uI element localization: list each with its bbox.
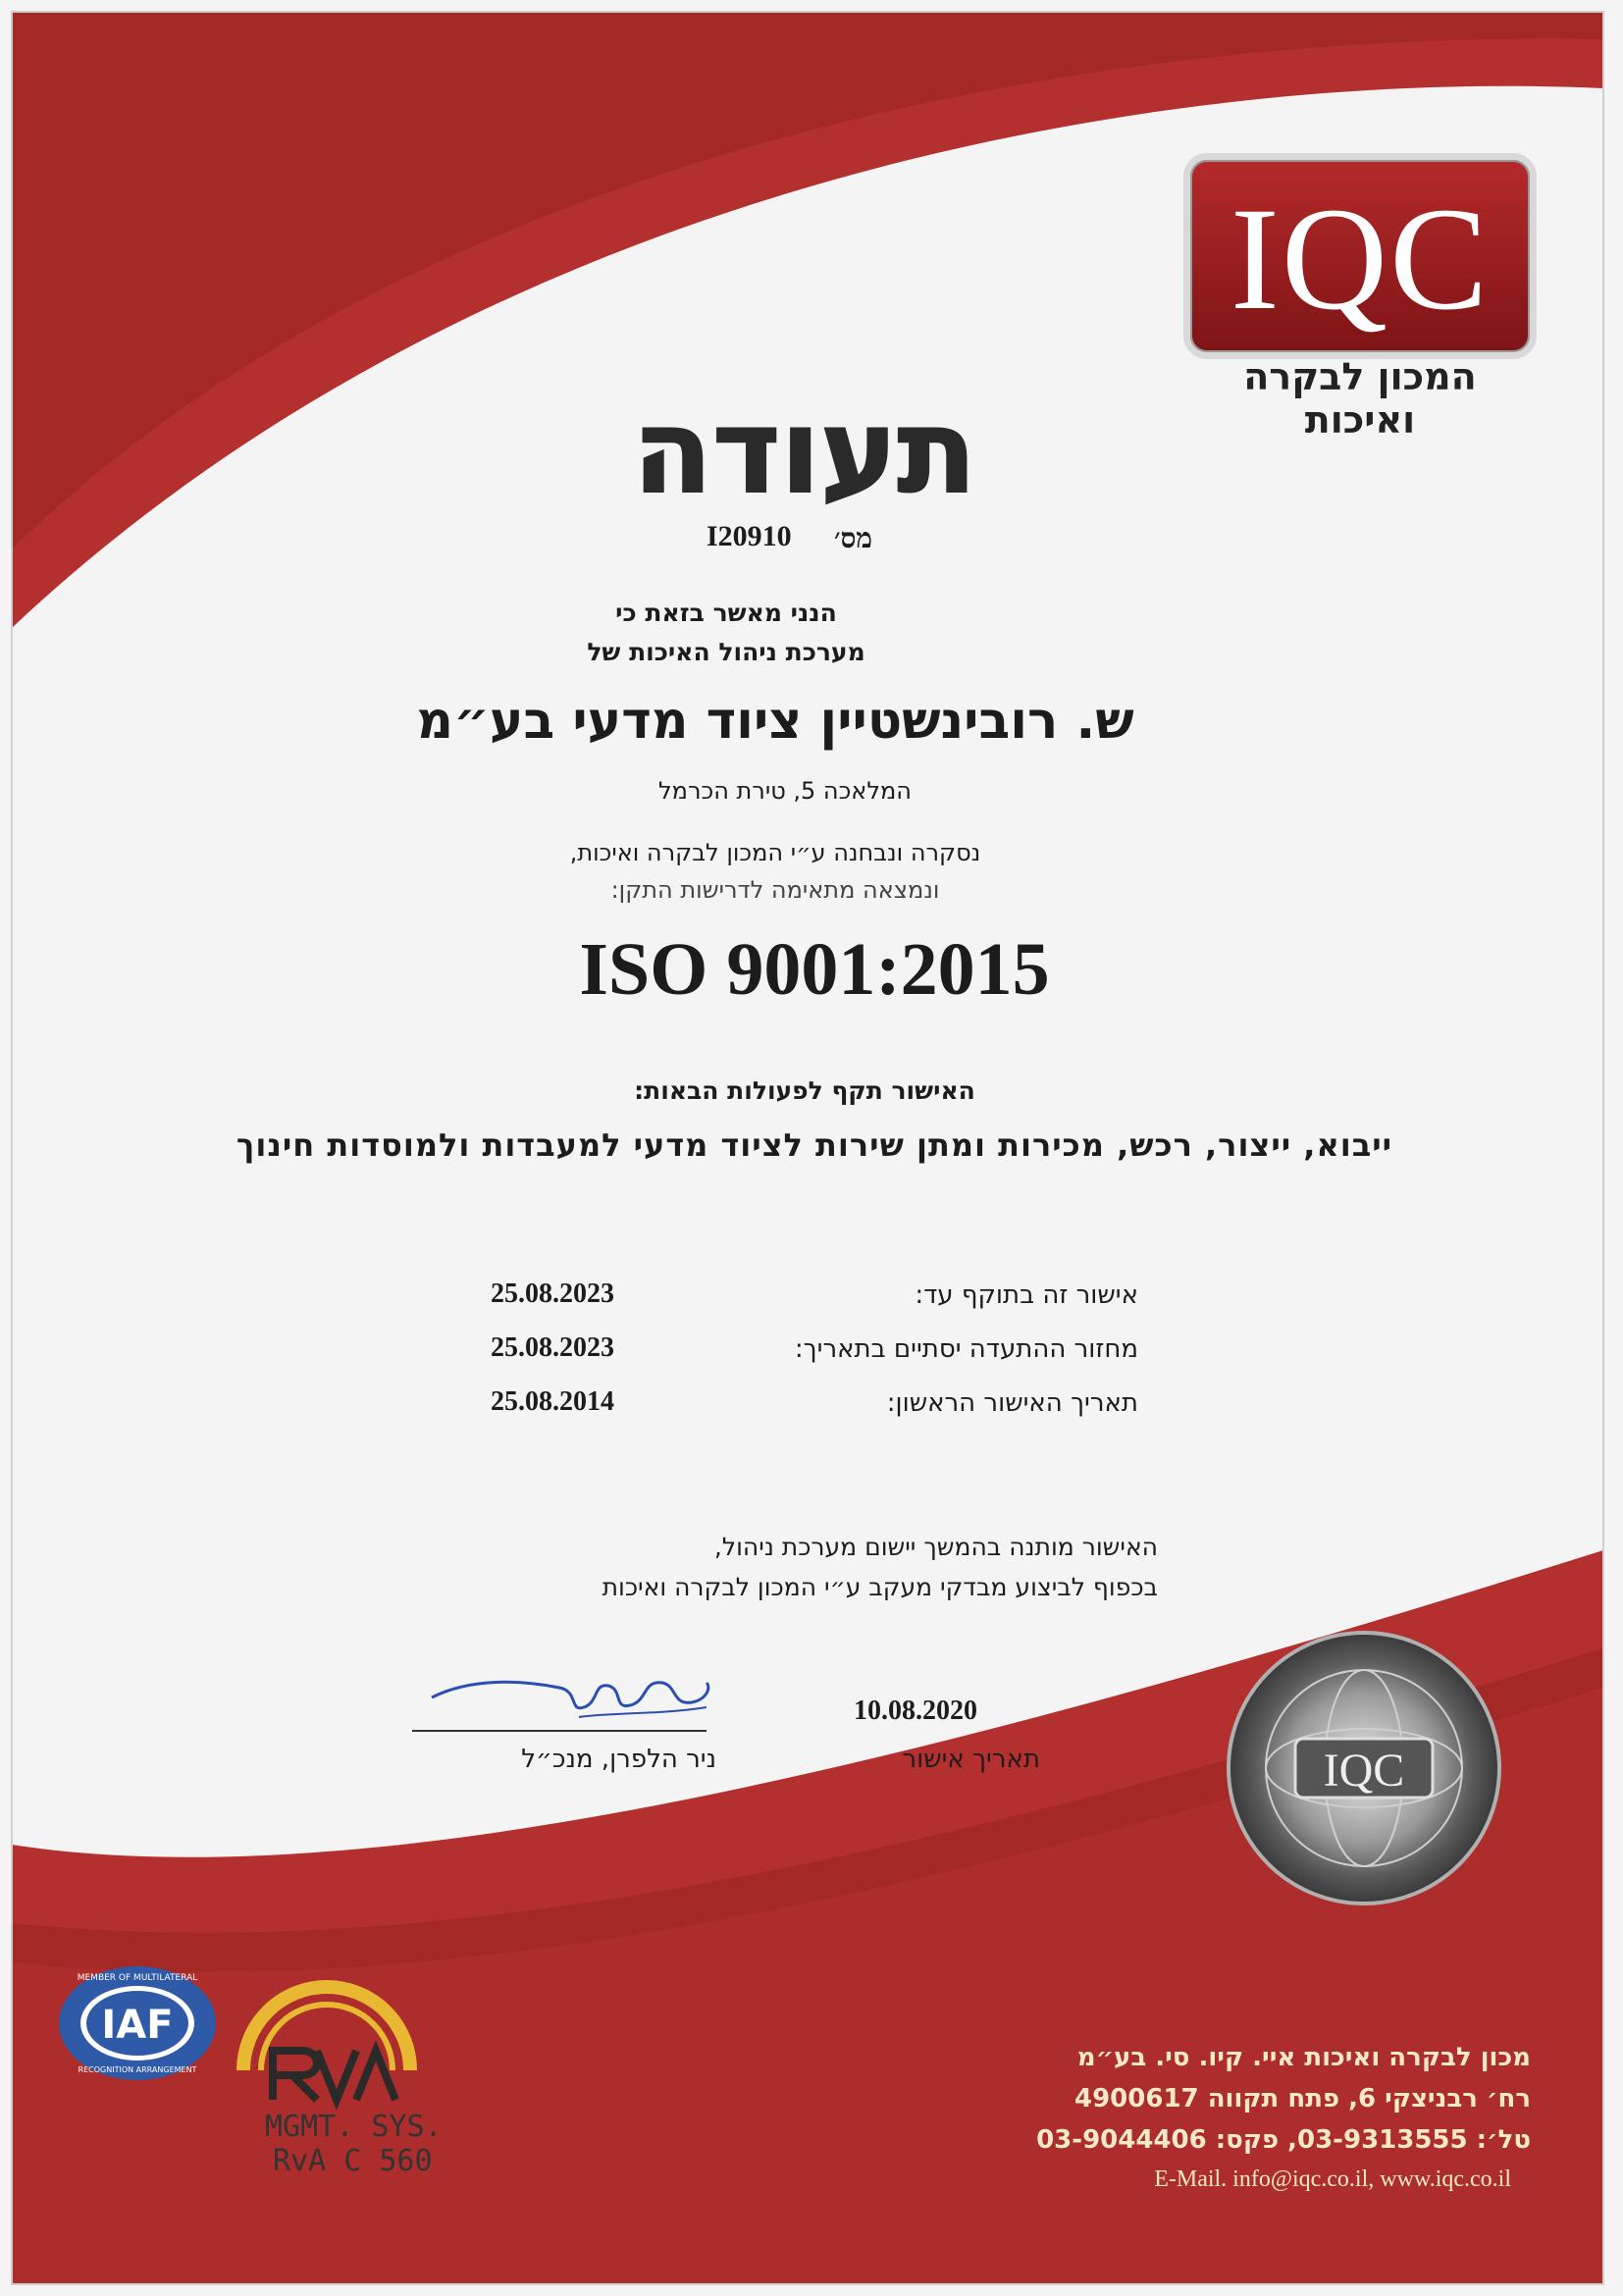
approval-date-label: תאריך אישור: [902, 1745, 1040, 1774]
certificate-number-label: מס׳: [834, 522, 872, 554]
signer-name: ניר הלפרן, מנכ״ל: [521, 1745, 716, 1774]
iaf-top-text: MEMBER OF MULTILATERAL: [77, 1973, 198, 1983]
footer-phone: טל׳: 03-9313555, פקס: 03-9044406: [1036, 2125, 1531, 2155]
iaf-text: IAF: [101, 2003, 174, 2048]
intro-line-2: מערכת ניהול האיכות של: [587, 638, 865, 666]
company-address: המלאכה 5, טירת הכרמל: [658, 777, 912, 805]
scope-text: ייבוא, ייצור, רכש, מכירות ומתן שירות לציוד מדעי למעבדות ולמוסדות חינוך: [236, 1126, 1393, 1164]
valid-until-label: אישור זה בתוקף עד:: [915, 1280, 1138, 1310]
iqc-logo-box: [1183, 153, 1537, 359]
scope-label: האישור תקף לפעולות הבאות:: [634, 1076, 975, 1105]
iqc-logo: [1183, 153, 1537, 442]
approval-date: 10.08.2020: [854, 1696, 977, 1726]
company-name: ש. רובינשטיין ציוד מדעי בע״מ: [416, 692, 1134, 751]
rva-line-1: MGMT. SYS.: [265, 2110, 443, 2144]
cycle-end-date: 25.08.2023: [491, 1332, 614, 1363]
rva-line-2: RvA C 560: [273, 2144, 433, 2178]
first-approval-label: תאריך האישור הראשון:: [886, 1388, 1138, 1418]
cycle-end-label: מחזור ההתעדה יסתיים בתאריך:: [794, 1334, 1138, 1364]
footer-email-web: E-Mail. info@iqc.co.il, www.iqc.co.il: [1154, 2166, 1511, 2192]
signature-line: [412, 1730, 707, 1732]
iaf-logo: [55, 1962, 220, 2084]
tested-line-1: נסקרה ונבחנה ע״י המכון לבקרה ואיכות,: [569, 839, 981, 866]
footer-company: מכון לבקרה ואיכות איי. קיו. סי. בע״מ: [1076, 2043, 1531, 2072]
seal-text: IQC: [1323, 1745, 1405, 1797]
footer-address: רח׳ רבניצקי 6, פתח תקווה 4900617: [1074, 2084, 1531, 2113]
hologram-seal: [1225, 1629, 1503, 1907]
iqc-logo-subtitle: המכון לבקרה ואיכות: [1243, 355, 1477, 442]
tested-line-2: ונמצאה מתאימה לדרישות התקן:: [610, 876, 940, 904]
condition-line-1: האישור מותנה בהמשך יישום מערכת ניהול,: [713, 1533, 1158, 1561]
valid-until-date: 25.08.2023: [491, 1278, 614, 1309]
iso-standard: ISO 9001:2015: [579, 928, 1050, 1011]
iaf-bottom-text: RECOGNITION ARRANGEMENT: [78, 2065, 197, 2074]
intro-line-1: הנני מאשר בזאת כי: [615, 599, 837, 627]
certificate-number: I20910: [707, 520, 792, 552]
first-approval-date: 25.08.2014: [491, 1386, 614, 1417]
signature: [412, 1658, 726, 1737]
certificate-title: תעודה: [632, 384, 977, 519]
iqc-logo-text: IQC: [1230, 178, 1491, 340]
condition-line-2: בכפוף לביצוע מבדקי מעקב ע״י המכון לבקרה ואיכות: [602, 1573, 1158, 1601]
